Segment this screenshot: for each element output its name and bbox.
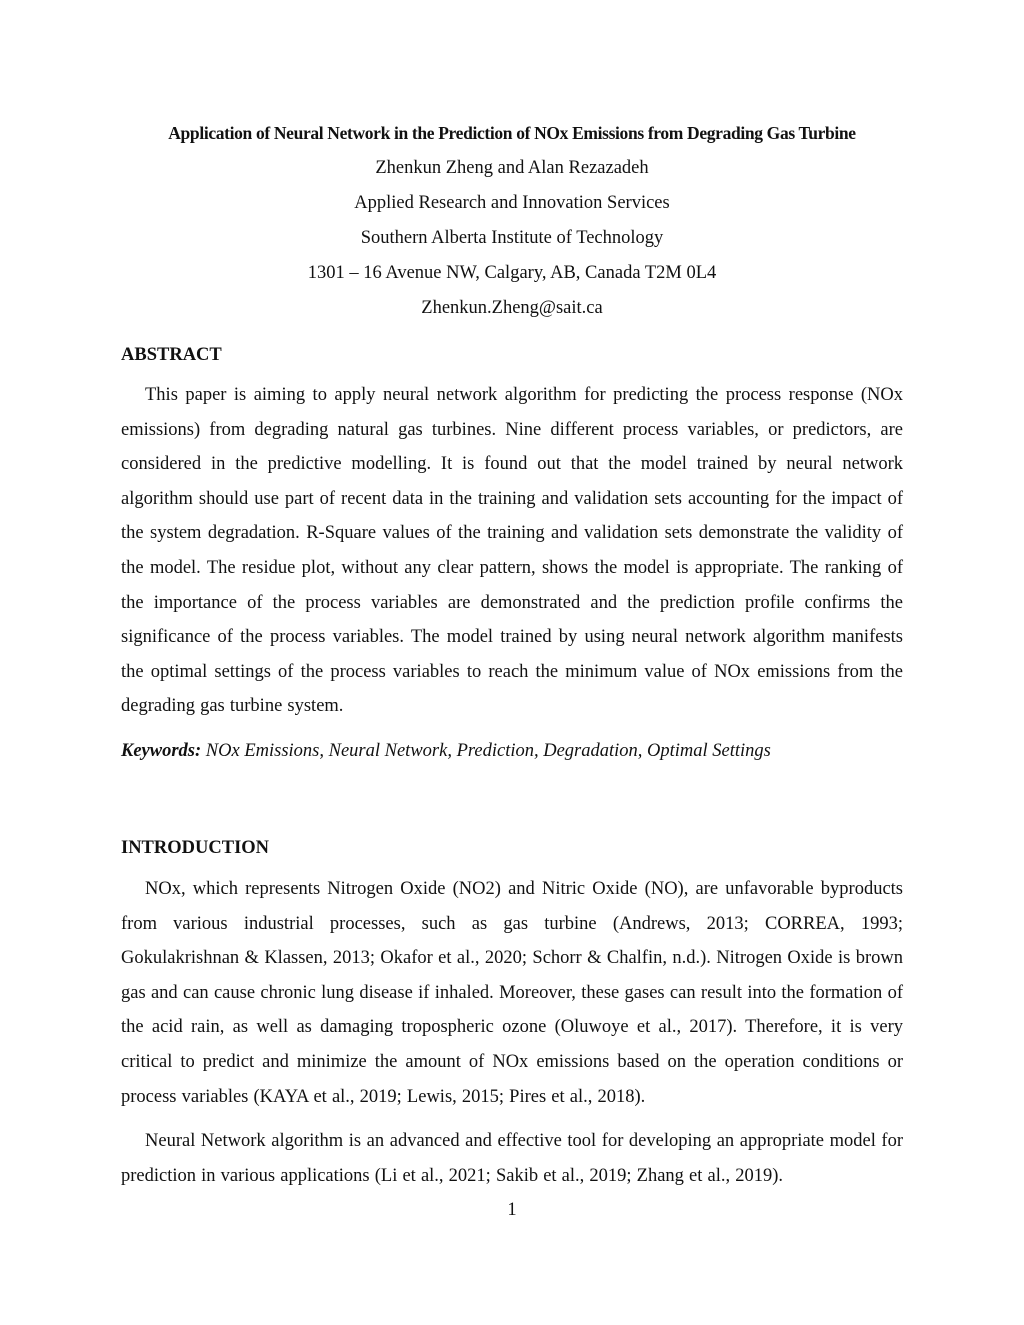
keywords-text: NOx Emissions, Neural Network, Prediction, Degradation, Optimal Settings (205, 741, 771, 761)
author-institution: Southern Alberta Institute of Technology (360, 228, 664, 248)
introduction-paragraph-1: NOx, which represents Nitrogen Oxide (NO2) and Nitric Oxide (NO), are unfavorable byproducts from various industrial processes, such as gas turbine (Andrews, 2013; CORREA, 1993; Gokulakrishnan & Klassen, 2013; Okafor et al., 2020; Schorr & Chalfin, n.d.). Nitrogen Oxide is brown gas and can cause chronic lung disease if inhaled. Moreover, these gases can result into the formation of the acid rain, as well as damaging tropospheric ozone (Oluwoye et al., 2017). Therefore, it is very critical to predict and minimize the amount of NOx emissions based on the operation conditions or process variables (KAYA et al., 2019; Lewis, 2015; Pires et al., 2018). (121, 879, 903, 1107)
abstract-text: This paper is aiming to apply neural network algorithm for predicting the process response (NOx emissions) from degrading natural gas turbines. Nine different process variables, or predictors, are considered in the predictive modelling. It is found out that the model trained by neural network algorithm should use part of recent data in the training and validation sets accounting for the impact of the system degradation. R-Square values of the training and validation sets demonstrate the validity of the model. The residue plot, without any clear pattern, shows the model is appropriate. The ranking of the importance of the process variables are demonstrated and the prediction profile confirms the significance of the process variables. The model trained by using neural network algorithm manifests the optimal settings of the process variables to reach the minimum value of NOx emissions from the degrading gas turbine system. (121, 385, 903, 717)
author-department: Applied Research and Innovation Services (354, 193, 670, 213)
author-address: 1301 – 16 Avenue NW, Calgary, AB, Canada T2M 0L4 (307, 263, 717, 283)
abstract-heading: ABSTRACT (121, 345, 222, 365)
keywords-line (121, 740, 903, 762)
page-number: 1 (507, 1200, 517, 1220)
introduction-heading: INTRODUCTION (121, 838, 270, 858)
author-email: Zhenkun.Zheng@sait.ca (421, 298, 603, 318)
paper-title: Application of Neural Network in the Prediction of NOx Emissions from Degrading Gas Turbine (168, 123, 856, 143)
introduction-paragraph-2: Neural Network algorithm is an advanced and effective tool for developing an appropriate model for prediction in various applications (Li et al., 2021; Sakib et al., 2019; Zhang et al., 2019). (121, 1131, 903, 1186)
keywords-label: Keywords: (121, 741, 202, 761)
author-names: Zhenkun Zheng and Alan Rezazadeh (375, 158, 649, 178)
